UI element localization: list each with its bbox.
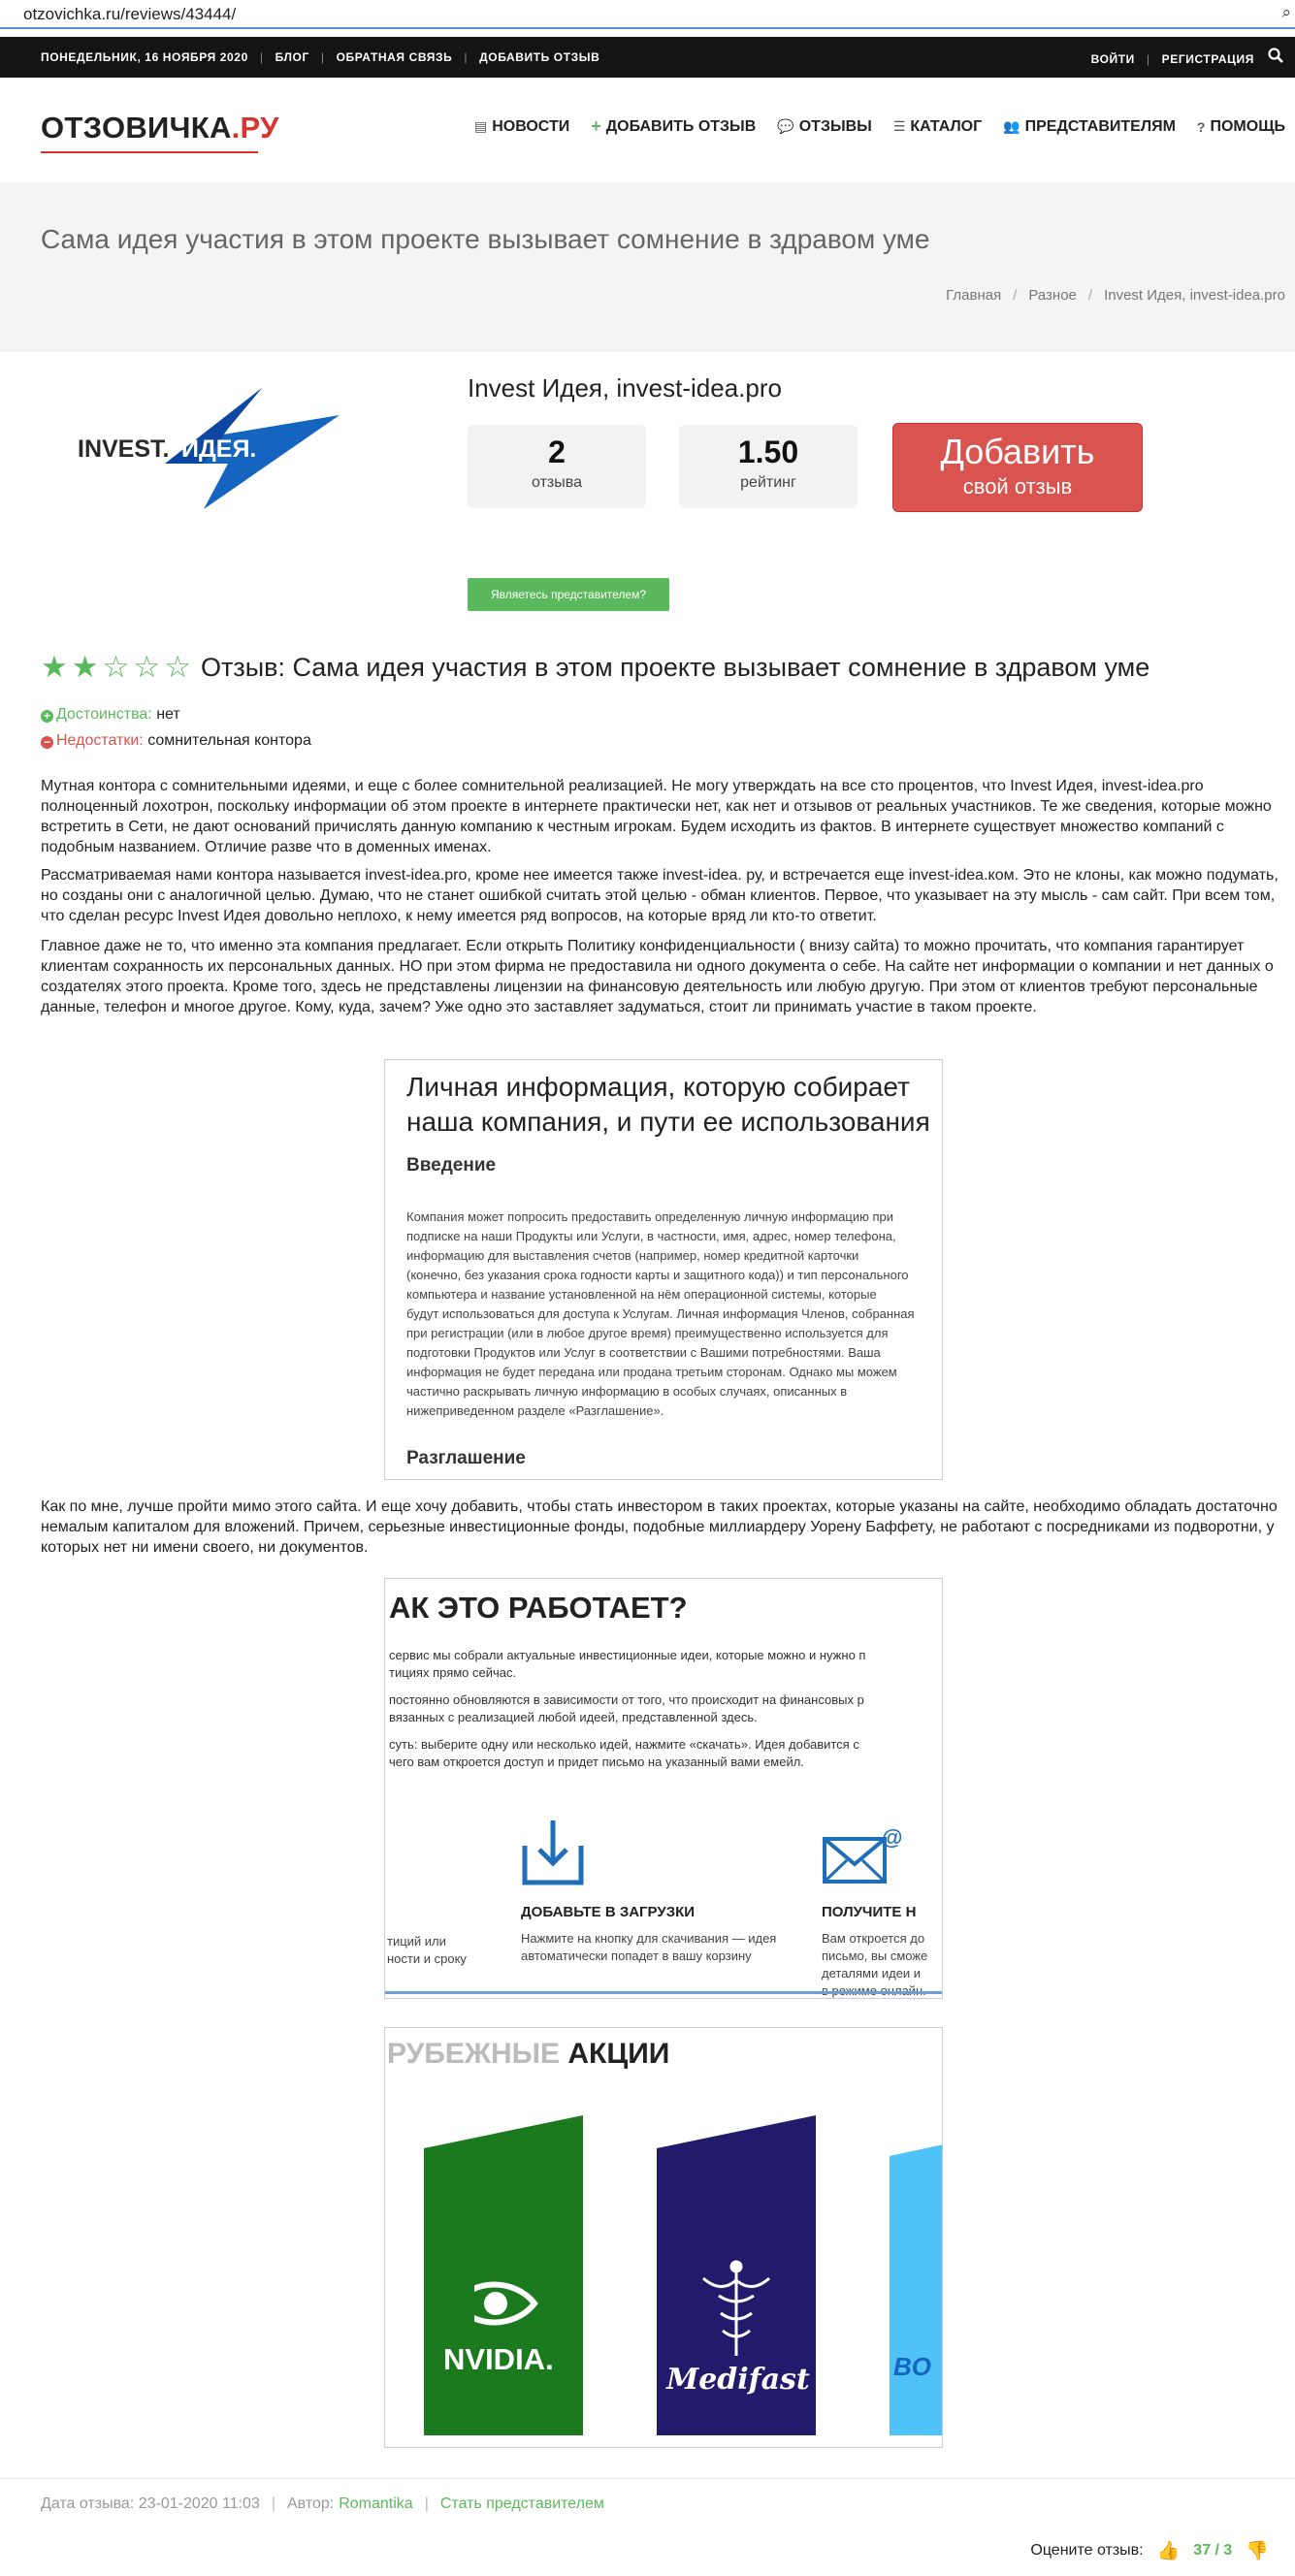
- star-empty-icon: ☆: [164, 650, 191, 684]
- how-col-right: Вам откроется до письмо, вы сможе деталями идеи и: [822, 1931, 928, 1980]
- newspaper-icon: ▤: [473, 118, 488, 134]
- nav-help[interactable]: ? ПОМОЩЬ: [1196, 117, 1285, 135]
- download-icon: [521, 1817, 585, 1886]
- separator: |: [320, 50, 325, 64]
- nav-catalog[interactable]: ☰ КАТАЛОГ: [892, 117, 983, 135]
- privacy-intro-heading: Введение: [406, 1155, 497, 1175]
- review-title: Отзыв: Сама идея участия в этом проекте вызывает сомнение в здравом уме: [200, 652, 1150, 682]
- top-bar: [0, 37, 1295, 78]
- how-col-mid: Нажмите на кнопку для скачивания — идея автоматически попадет в вашу корзину: [521, 1931, 777, 1963]
- how-text: сервис мы собрали актуальные инвестиционные идеи, которые можно и нужно п тициях прямо сейчас. постоянно обновляются в зависимости от того, что происходит на финансовых р вязанных с реализацией любой идеей, представленной здесь. суть: выберите одну или несколько идей, нажмите «скачать». Идея добавится с чего вам откроется доступ и придет письмо на указанный вами емейл.: [389, 1648, 866, 1769]
- review-header: [41, 650, 1149, 685]
- cons-label: Недостатки:: [56, 732, 144, 749]
- review-date: Дата отзыва: 23-01-2020 11:03: [41, 2496, 260, 2512]
- svg-text:@: @: [882, 1825, 903, 1850]
- nav-add-review[interactable]: + ДОБАВИТЬ ОТЗЫВ: [591, 116, 757, 136]
- author-label: Автор:: [287, 2496, 335, 2512]
- pros-value: нет: [156, 706, 180, 723]
- question-icon: ?: [1196, 118, 1206, 135]
- minus-circle-icon: −: [41, 736, 53, 749]
- thumbs-up-icon[interactable]: 👍: [1156, 2541, 1181, 2561]
- how-col-left: тиций или ности и сроку: [387, 1934, 467, 1966]
- reviews-count-box: [468, 425, 646, 508]
- nav-news[interactable]: ▤ НОВОСТИ: [473, 117, 570, 135]
- pros-label: Достоинства:: [56, 706, 152, 723]
- review-paragraph: Главное даже не то, что именно эта компания предлагает. Если открыть Политику конфиденциальности ( внизу сайта) то можно прочитать, что компания гарантирует клиентам сохранность их персональных данных. НО при этом фирма не предоставила ни одного документа о себе. На сайте нет информации о компании и нет данных о создателях этого проекта. Кроме того, здесь не представлены лицензии на финансовую деятельность или любую другую. При этом от клиентов требуют персональные данные, телефон и многое другое. Кому, куда, зачем? Уже одно это заставляет задуматься, стоит ли принимать участие в таком проекте.: [41, 938, 1274, 1015]
- topbar-link-add-review[interactable]: ДОБАВИТЬ ОТЗЫВ: [479, 50, 600, 64]
- breadcrumb-home[interactable]: Главная: [946, 287, 1002, 304]
- review-image-privacy[interactable]: [384, 1059, 943, 1480]
- site-logo[interactable]: [41, 109, 279, 153]
- breadcrumb-separator: /: [1013, 287, 1018, 304]
- register-link[interactable]: РЕГИСТРАЦИЯ: [1161, 52, 1254, 66]
- add-review-button[interactable]: [892, 423, 1143, 512]
- svg-text:NVIDIA.: NVIDIA.: [443, 2342, 554, 2376]
- how-col-right-heading: ПОЛУЧИТЕ Н: [822, 1904, 917, 1920]
- reviews-count: 2: [548, 435, 566, 469]
- rate-review: [1030, 2539, 1269, 2562]
- review-image-stocks[interactable]: [384, 2027, 943, 2448]
- address-bar[interactable]: [0, 0, 1295, 29]
- cons-value: сомнительная контора: [147, 732, 311, 749]
- comments-icon: 💬: [777, 118, 794, 134]
- company-logo: [73, 378, 344, 509]
- nav-reviews[interactable]: 💬 ОТЗЫВЫ: [777, 117, 872, 135]
- how-col-mid-heading: ДОБАВЬТЕ В ЗАГРУЗКИ: [521, 1904, 696, 1920]
- thumbs-down-icon[interactable]: 👎: [1246, 2541, 1269, 2561]
- topbar-link-feedback[interactable]: ОБРАТНАЯ СВЯЗЬ: [336, 50, 453, 64]
- page-title: Сама идея участия в этом проекте вызывает сомнение в здравом уме: [41, 224, 930, 254]
- separator: |: [464, 50, 469, 64]
- star-filled-icon: ★: [71, 650, 99, 684]
- plus-circle-icon: +: [41, 710, 53, 723]
- how-title: АК ЭТО РАБОТАЕТ?: [389, 1591, 688, 1625]
- review-paragraph: Как по мне, лучше пройти мимо этого сайта. И еще хочу добавить, чтобы стать инвестором в таких проектах, которые указаны на сайте, необходимо обладать достаточно немалым капиталом для вложений. Причем, серьезные инвестиционные фонды, подобные миллиардеру Уорену Баффету, не работают с посредниками из подворотни, у которых нет ни имени своего, ни документов.: [41, 1498, 1278, 1556]
- nav-representatives[interactable]: 👥 ПРЕДСТАВИТЕЛЯМ: [1003, 117, 1176, 135]
- logo-idea-text: ИДЕЯ.: [181, 435, 257, 463]
- logo-invest-text: INVEST.: [78, 435, 170, 463]
- search-icon[interactable]: [1268, 48, 1283, 68]
- topbar-link-blog[interactable]: БЛОГ: [275, 50, 309, 64]
- review-paragraph: Мутная контора с сомнительными идеями, и еще с более сомнительной реализацией. Не могу утверждать на все сто процентов, что Invest Идея, invest-idea.pro полноценный лохотрон, поскольку информации об этом проекте в интернете практически нет, как нет и отзывов от реальных участников. Те же сведения, которые можно встретить в Сети, не дают оснований причислять данную компанию к честным игрокам. Будем исходить из фактов. В интернете существует множество компаний с подобным названием. Отличие разве что в доменных именах.: [41, 778, 1272, 855]
- svg-text:Medifast: Medifast: [666, 2363, 810, 2397]
- review-paragraph: Рассматриваемая нами контора называется invest-idea.pro, кроме нее имеется также invest-idea. ру, и встречается еще invest-idea.ком. Это не клоны, как можно подумать, но созданы они с аналогичной целью. Думаю, что не станет ошибкой считать этой целью - обман клиентов. Первое, что указывает на эту мысль - сам сайт. При всем том, что сделан ресурс Invest Идея довольно неплохо, к нему имеется ряд вопросов, на которые вряд ли кто-то ответит.: [41, 867, 1279, 924]
- breadcrumb-category[interactable]: Разное: [1028, 287, 1077, 304]
- star-filled-icon: ★: [41, 650, 68, 684]
- star-empty-icon: ☆: [133, 650, 161, 684]
- privacy-title: Личная информация, которую собирает наша компания, и пути ее использования: [406, 1072, 930, 1137]
- become-representative-link[interactable]: Стать представителем: [439, 2496, 604, 2512]
- rating-label: рейтинг: [740, 474, 796, 491]
- current-date: ПОНЕДЕЛЬНИК, 16 НОЯБРЯ 2020: [41, 50, 248, 64]
- separator: |: [1146, 52, 1150, 66]
- search-icon[interactable]: ⌕: [1281, 3, 1291, 21]
- separator: |: [271, 2496, 275, 2512]
- users-icon: 👥: [1003, 118, 1020, 134]
- privacy-body: Компания может попросить предоставить определенную личную информацию при подписке на наши Продукты или Услуги, в частности, имя, адрес, номер телефона, информацию для выставления счетов (например, номер кредитной карточки (конечно, без указания срока годности карты и защитного кода)) и тип персонального компьютера и название установленной на нём операционной системы, которые будут использоваться для доступа к Услугам. Личная информация Членов, собранная при регистрации (или в любое другое время) преимущественно используется для подготовки Продуктов или Услуг в соответствии с Вашими потребностями. Ваша информация не будет передана или продана третьим сторонам. Однако мы можем частично раскрывать личную информацию в особых случаях, описанных в нижеприведенном разделе «Разглашение».: [406, 1209, 915, 1418]
- rating-value: 1.50: [737, 435, 799, 469]
- title-band: [0, 182, 1295, 352]
- rate-label: Оцените отзыв:: [1030, 2542, 1144, 2559]
- vote-score: 37 / 3: [1193, 2542, 1233, 2559]
- separator: |: [259, 50, 264, 64]
- mail-icon: [822, 1823, 903, 1885]
- site-header: [0, 78, 1295, 182]
- rating-box: [679, 425, 858, 508]
- list-icon: ☰: [892, 118, 906, 134]
- separator: |: [424, 2496, 429, 2512]
- plus-icon: +: [591, 116, 601, 136]
- cons-line: [41, 732, 311, 750]
- author-link[interactable]: Romantika: [339, 2496, 413, 2512]
- svg-text:BO: BO: [893, 2352, 931, 2381]
- boeing-card: [890, 2144, 943, 2435]
- star-empty-icon: ☆: [102, 650, 130, 684]
- add-review-big: Добавить: [940, 432, 1095, 471]
- logo-suffix: .РУ: [231, 111, 279, 145]
- stocks-title: РУБЕЖНЫЕ АКЦИИ: [387, 2038, 670, 2070]
- meta-divider: [0, 2478, 1295, 2479]
- breadcrumb-separator: /: [1087, 287, 1093, 304]
- reviews-label: отзыва: [532, 474, 582, 491]
- review-image-how-it-works[interactable]: [384, 1578, 943, 1999]
- login-link[interactable]: ВОЙТИ: [1090, 52, 1135, 66]
- url-text[interactable]: otzovichka.ru/reviews/43444/: [23, 5, 237, 23]
- review-meta: [41, 2496, 604, 2513]
- representative-button[interactable]: Являетесь представителем?: [468, 578, 669, 611]
- logo-main: ОТЗОВИЧКА: [41, 111, 232, 145]
- main-nav: [453, 116, 1285, 137]
- breadcrumb-current[interactable]: Invest Идея, invest-idea.pro: [1104, 287, 1285, 304]
- pros-line: [41, 706, 180, 724]
- blue-divider: [385, 1991, 943, 1994]
- company-name[interactable]: Invest Идея, invest-idea.pro: [468, 373, 782, 402]
- add-review-small: свой отзыв: [962, 474, 1073, 499]
- privacy-disclosure-heading: Разглашение: [406, 1448, 526, 1468]
- nvidia-card: [424, 2115, 583, 2435]
- medifast-card: [657, 2115, 816, 2435]
- breadcrumb: [946, 287, 1285, 304]
- logo-underline: [41, 151, 258, 153]
